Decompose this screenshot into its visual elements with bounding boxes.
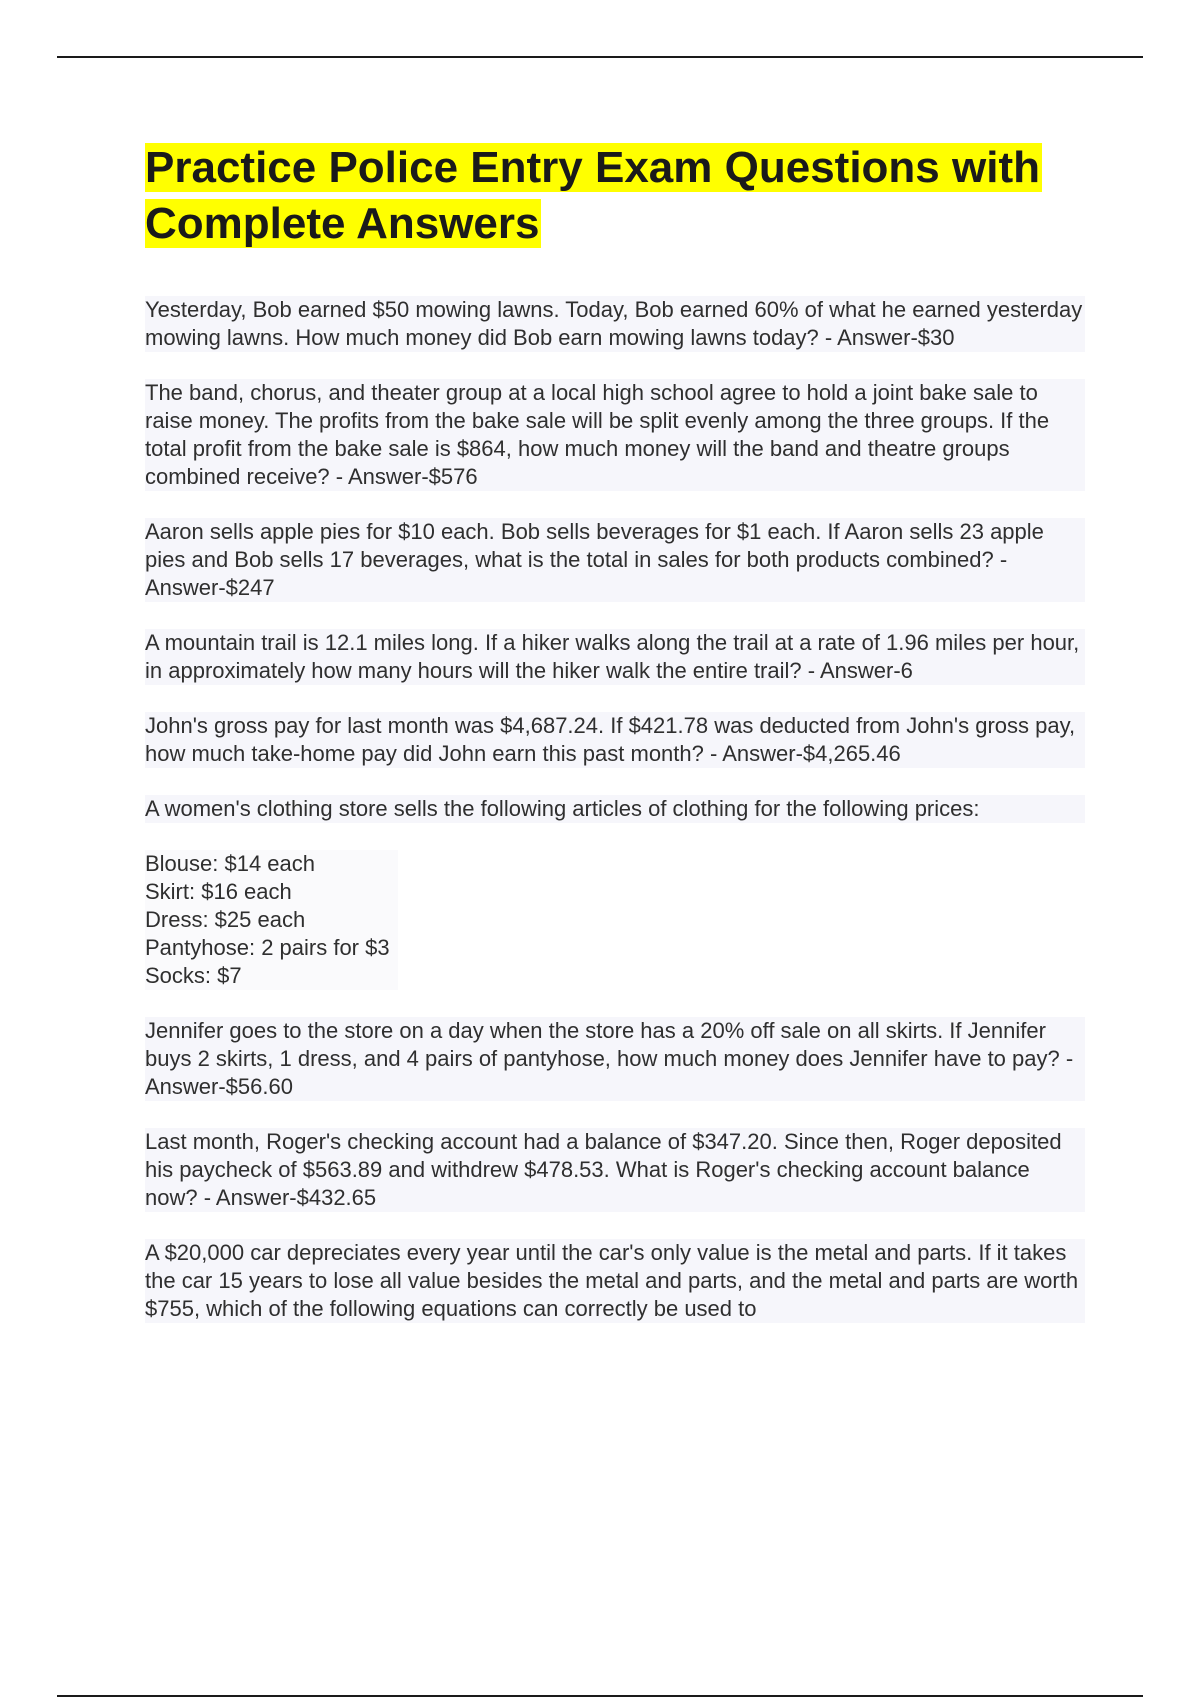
question-paragraph: Yesterday, Bob earned $50 mowing lawns. Today, Bob earned 60% of what he earned yesterday mowing lawns. How much money did Bob earn mowing lawns today? - Answer-$30	[145, 296, 1085, 352]
document-title-text: Practice Police Entry Exam Questions with Complete Answers	[145, 143, 1040, 248]
question-paragraph: A women's clothing store sells the following articles of clothing for the following prices:	[145, 795, 1085, 823]
document-title	[145, 140, 1085, 252]
question-paragraph: The band, chorus, and theater group at a local high school agree to hold a joint bake sale to raise money. The profits from the bake sale will be split evenly among the three groups. If the total profit from the bake sale is $864, how much money will the band and theatre groups combined receive? - Answer-$576	[145, 379, 1085, 491]
document-body	[145, 140, 1085, 1350]
header-rule	[57, 56, 1143, 58]
question-paragraph: A mountain trail is 12.1 miles long. If a hiker walks along the trail at a rate of 1.96 miles per hour, in approximately how many hours will the hiker walk the entire trail? - Answer-6	[145, 629, 1085, 685]
price-list: Blouse: $14 each Skirt: $16 each Dress: $25 each Pantyhose: 2 pairs for $3 Socks: $7	[145, 850, 398, 990]
question-paragraph: Jennifer goes to the store on a day when the store has a 20% off sale on all skirts. If Jennifer buys 2 skirts, 1 dress, and 4 pairs of pantyhose, how much money does Jennifer have to pay? - Answer-$56.60	[145, 1017, 1085, 1101]
footer-rule	[57, 1695, 1143, 1697]
question-paragraph: Last month, Roger's checking account had a balance of $347.20. Since then, Roger deposited his paycheck of $563.89 and withdrew $478.53. What is Roger's checking account balance now? - Answer-$432.65	[145, 1128, 1085, 1212]
question-paragraph: A $20,000 car depreciates every year until the car's only value is the metal and parts. If it takes the car 15 years to lose all value besides the metal and parts, and the metal and parts are worth $755, which of the following equations can correctly be used to	[145, 1239, 1085, 1323]
question-paragraph: John's gross pay for last month was $4,687.24. If $421.78 was deducted from John's gross pay, how much take-home pay did John earn this past month? - Answer-$4,265.46	[145, 712, 1085, 768]
question-paragraph: Aaron sells apple pies for $10 each. Bob sells beverages for $1 each. If Aaron sells 23 apple pies and Bob sells 17 beverages, what is the total in sales for both products combined? - Answer-$247	[145, 518, 1085, 602]
